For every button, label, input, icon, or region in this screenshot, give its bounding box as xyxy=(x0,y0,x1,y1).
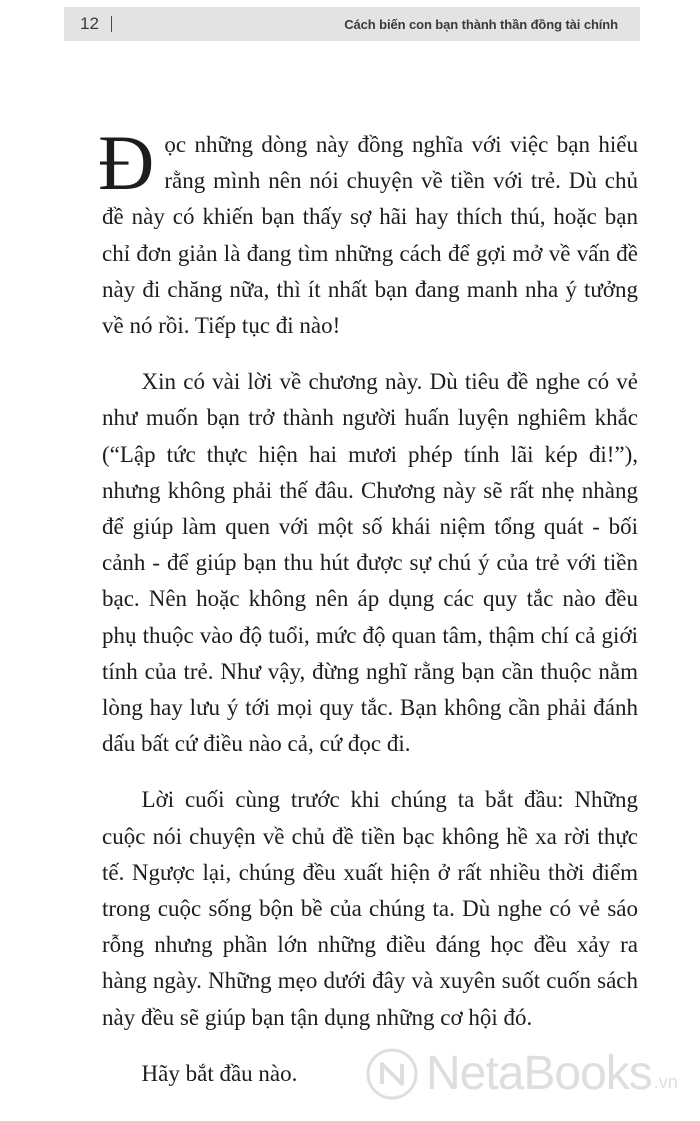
paragraph-1-text: ọc những dòng này đồng nghĩa với việc bạn hiểu rằng mình nên nói chuyện về tiền với trẻ. Dù chủ đề này có khiến bạn thấy sợ hãi hay thích thú, hoặc bạn chỉ đơn giản là đang tìm những cách để gợi mở về vấn đề này đi chăng nữa, thì ít nhất bạn đang manh nha ý tưởng về nó rồi. Tiếp tục đi nào! xyxy=(102,132,638,339)
book-title: Cách biến con bạn thành thần đồng tài chính xyxy=(344,16,618,32)
watermark xyxy=(366,1046,678,1101)
netabooks-logo-icon xyxy=(366,1048,418,1100)
page-number-group xyxy=(80,14,112,34)
watermark-suffix: .vn xyxy=(653,1072,678,1092)
drop-cap: Đ xyxy=(98,119,155,206)
paragraph-4: Hãy bắt đầu nào. xyxy=(141,1060,298,1086)
chapter-body xyxy=(98,119,638,1092)
watermark-brand: NetaBooks xyxy=(426,1047,652,1100)
paragraph-1 xyxy=(98,119,638,344)
header-divider xyxy=(111,16,112,32)
running-header xyxy=(64,7,640,41)
page-number: 12 xyxy=(80,14,99,33)
paragraph-2: Xin có vài lời về chương này. Dù tiêu đề nghe có vẻ như muốn bạn trở thành người huấn luyện nghiêm khắc (“Lập tức thực hiện hai mươi phép tính lãi kép đi!”), nhưng không phải thế đâu. Chương này sẽ rất nhẹ nhàng để giúp làm quen với một số khái niệm tổng quát - bối cảnh - để giúp bạn thu hút được sự chú ý của trẻ với tiền bạc. Nên hoặc không nên áp dụng các quy tắc nào đều phụ thuộc vào độ tuổi, mức độ quan tâm, thậm chí cả giới tính của trẻ. Như vậy, đừng nghĩ rằng bạn cần thuộc nằm lòng hay lưu ý tới mọi quy tắc. Bạn không cần phải đánh dấu bất cứ điều nào cả, cứ đọc đi. xyxy=(102,369,638,757)
paragraph-3: Lời cuối cùng trước khi chúng ta bắt đầu: Những cuộc nói chuyện về chủ đề tiền bạc không hề xa rời thực tế. Ngược lại, chúng đều xuất hiện ở rất nhiều thời điểm trong cuộc sống bộn bề của chúng ta. Dù nghe có vẻ sáo rỗng nhưng phần lớn những điều đáng học đều xảy ra hàng ngày. Những mẹo dưới đây và xuyên suốt cuốn sách này đều sẽ giúp bạn tận dụng những cơ hội đó. xyxy=(102,787,638,1030)
